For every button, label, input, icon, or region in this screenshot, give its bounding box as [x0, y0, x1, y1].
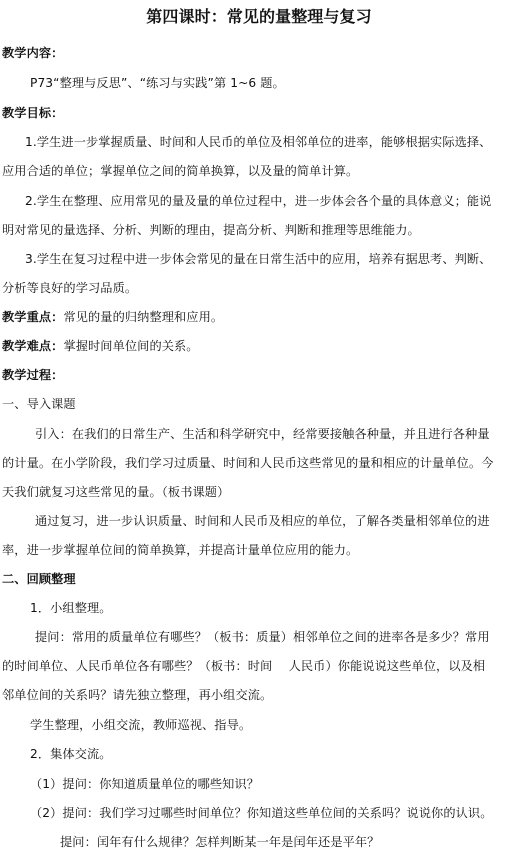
goal-2-line-2: 明对常见的量选择、分析、判断的理由，提高分析、判断和推理等思维能力。: [2, 223, 420, 237]
question-3: （2）提问：我们学习过哪些时间单位？你知道这些单位间的关系吗？说说你的认识。: [30, 806, 493, 820]
review-line-1: 通过复习，进一步认识质量、时间和人民币及相应的单位，了解各类量相邻单位的进: [35, 514, 490, 528]
key-point-label: 教学重点：: [2, 310, 64, 324]
process-heading: 教学过程：: [2, 368, 64, 382]
step-1: 1．小组整理。: [30, 601, 112, 615]
difficult-point-text: 掌握时间单位间的关系。: [63, 339, 199, 353]
intro-line-1: 引入：在我们的日常生产、生活和科学研究中，经常要接触各种量，并且进行各种量: [35, 427, 490, 441]
goal-1-line-2: 应用合适的单位；掌握单位之间的简单换算，以及量的简单计算。: [2, 164, 359, 178]
section-2-heading: 二、回顾整理: [2, 572, 76, 586]
step-2: 2．集体交流。: [30, 747, 112, 761]
goal-1-line-1: 1.学生进一步掌握质量、时间和人民币的单位及相邻单位的进率，能够根据实际选择、: [25, 135, 492, 149]
question-2: （1）提问：你知道质量单位的哪些知识？: [30, 777, 260, 791]
intro-line-3: 天我们就复习这些常见的量。（板书课题）: [2, 485, 230, 499]
difficult-point-label: 教学难点：: [2, 339, 64, 353]
section-1-heading: 一、导入课题: [2, 397, 76, 411]
goal-3-line-1: 3.学生在复习过程中进一步体会常见的量在日常生活中的应用，培养有据思考、判断、: [25, 252, 492, 266]
content-text: P73“整理与反思”、“练习与实践”第 1~6 题。: [30, 76, 285, 90]
review-line-2: 率，进一步掌握单位间的简单换算，并提高计量单位应用的能力。: [2, 543, 359, 557]
page-title: 第四课时：常见的量整理与复习: [146, 7, 372, 26]
goal-3-line-2: 分析等良好的学习品质。: [2, 281, 138, 295]
activity-text: 学生整理，小组交流，教师巡视、指导。: [30, 718, 252, 732]
goals-heading: 教学目标：: [2, 106, 64, 120]
goal-2-line-1: 2.学生在整理、应用常见的量及量的单位过程中，进一步体会各个量的具体意义；能说: [25, 194, 492, 208]
difficult-point: [2, 338, 518, 354]
question-1-line-2: 的时间单位、人民币单位各有哪些？（板书：时间 人民币）你能说说这些单位，以及相: [2, 659, 486, 673]
question-4: 提问：闰年有什么规律？怎样判断某一年是闰年还是平年？: [60, 835, 380, 849]
question-1-line-1: 提问：常用的质量单位有哪些？（板书：质量）相邻单位之间的进率各是多少？常用: [35, 630, 490, 644]
question-1-line-3: 邻单位间的关系吗？请先独立整理，再小组交流。: [2, 688, 273, 702]
content-heading: 教学内容：: [2, 46, 64, 60]
key-point-text: 常见的量的归纳整理和应用。: [63, 310, 224, 324]
intro-line-2: 的计量。在小学阶段，我们学习过质量、时间和人民币这些常见的量和相应的计量单位。今: [2, 456, 494, 470]
key-point: [2, 309, 518, 325]
